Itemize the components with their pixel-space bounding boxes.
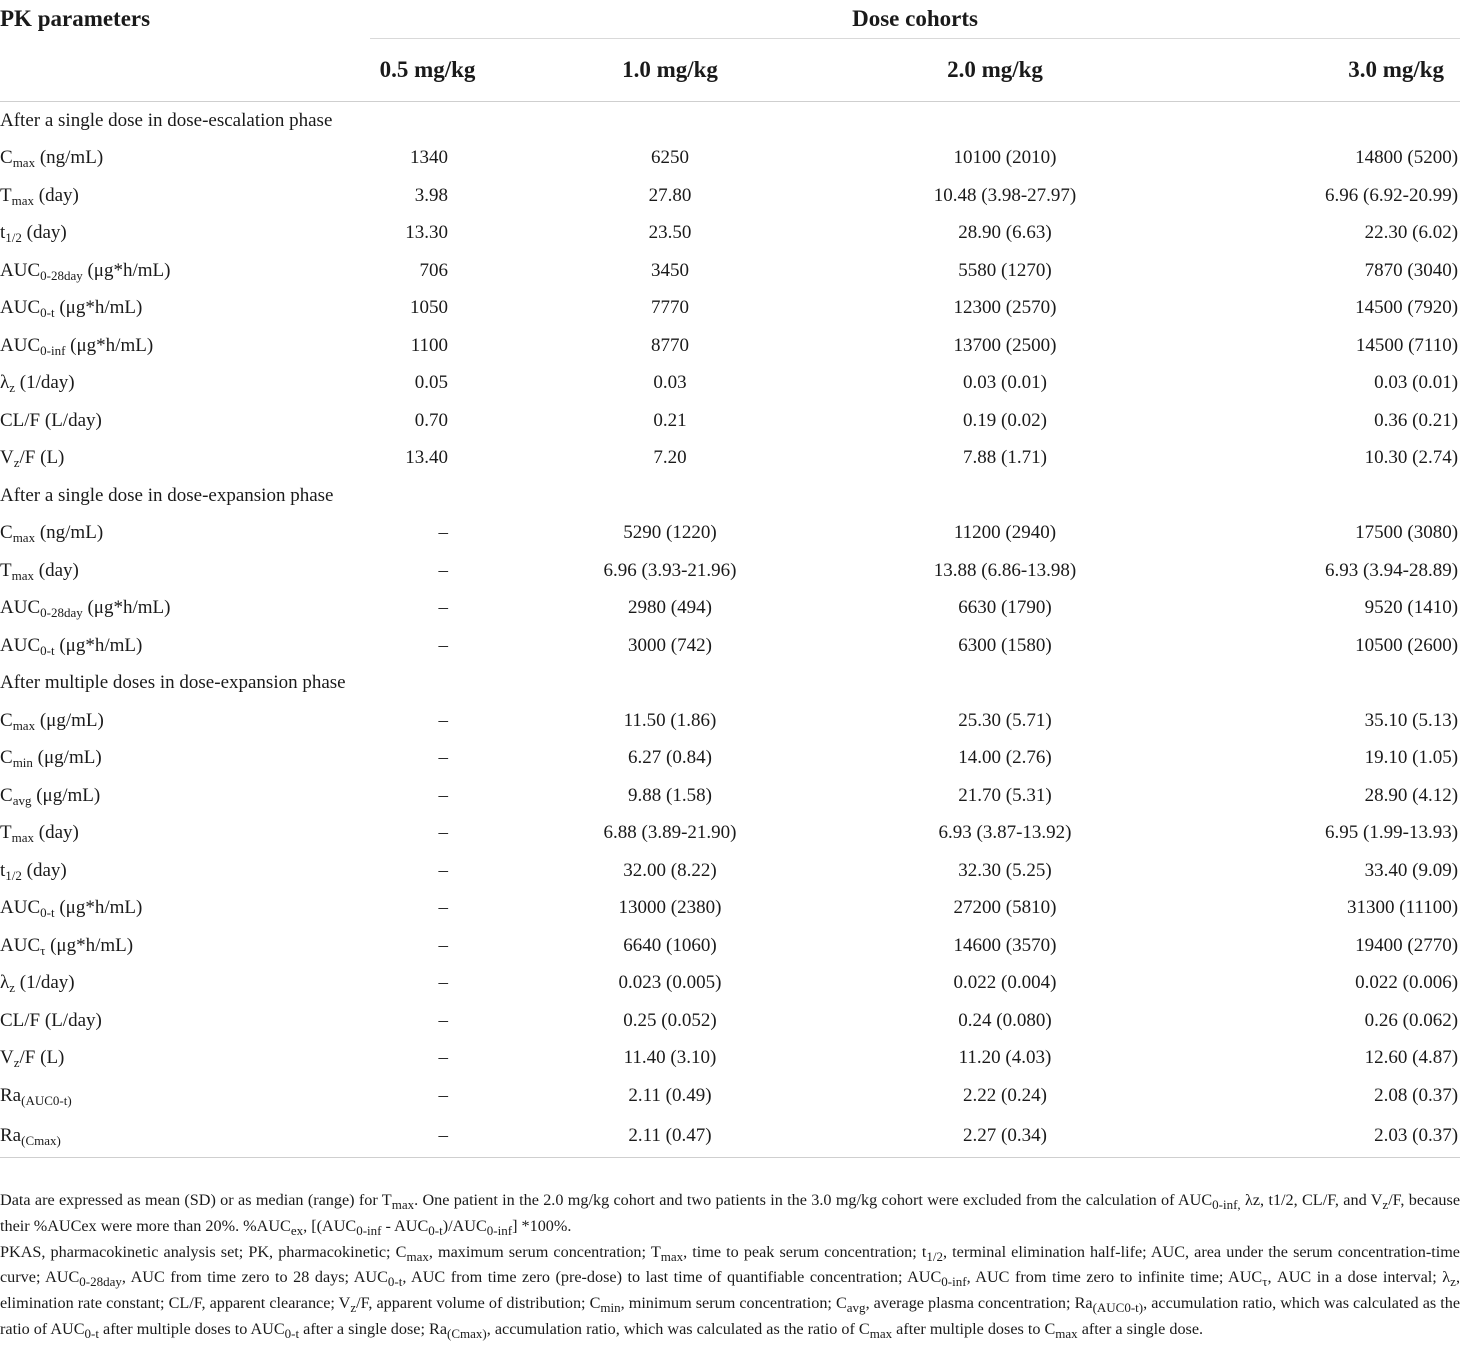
value-cell: 6.95 (1.99-13.93) [1325, 822, 1459, 844]
param-cell [0, 440, 370, 478]
param-unit: (μg*h/mL) [82, 597, 171, 619]
value-cell: 0.19 (0.02) [963, 409, 1047, 431]
value-cell: 7770 [651, 297, 689, 319]
param-symbol: AUC [0, 297, 41, 319]
section-header-row [0, 477, 1460, 515]
param-unit: (ng/mL) [35, 147, 104, 169]
footnote-subscript: max [391, 1197, 415, 1212]
value-cell: 6.88 (3.89-21.90) [603, 822, 737, 844]
value-cell: – [438, 559, 448, 581]
value-cell: 6630 (1790) [958, 597, 1052, 619]
table-row [0, 777, 1460, 815]
param-symbol: C [0, 784, 13, 806]
value-cell: 2.03 (0.37) [1135, 1115, 1460, 1158]
footnote-text: Data are expressed as mean (SD) or as median (range) for T [0, 1191, 392, 1209]
table-row [0, 1040, 1460, 1078]
table-row [0, 1002, 1460, 1040]
table-row [0, 740, 1460, 778]
footnote-subscript: 0-inf [356, 1222, 382, 1238]
param-symbol: C [0, 709, 13, 731]
footnote-text: . One patient in the 2.0 mg/kg cohort and two patients in the 3.0 mg/kg cohort were excluded from the calculation of AUC [414, 1191, 1213, 1209]
value-cell: 13.30 [405, 222, 448, 244]
value-cell: 0.24 (0.080) [958, 1009, 1052, 1031]
footnote-text: λz, t1/2, CL/F, and V [1240, 1191, 1383, 1209]
table-row [0, 402, 1460, 440]
param-subscript: min [12, 755, 33, 771]
value-cell: 21.70 (5.31) [958, 784, 1052, 806]
value-cell: 28.90 (6.63) [958, 222, 1052, 244]
value-cell: 19400 (2770) [1355, 934, 1459, 956]
footnote-subscript: τ [1262, 1274, 1268, 1290]
value-cell: 35.10 (5.13) [1364, 709, 1459, 731]
param-subscript: avg [12, 792, 32, 808]
table-body [0, 102, 1460, 1158]
param-subscript: 0-28day [40, 267, 83, 283]
param-subscript: max [11, 192, 34, 208]
footnote-text: , terminal elimination half-life; AUC, area under the serum concentration-time curve; AUC [0, 1242, 1460, 1287]
table-row [0, 252, 1460, 290]
value-cell: 13000 (2380) [618, 897, 722, 919]
param-symbol: C [0, 522, 13, 544]
value-cell: – [438, 1084, 448, 1106]
param-symbol: CL/F [0, 409, 41, 431]
value-cell: 7.88 (1.71) [963, 447, 1047, 469]
footnote-text: , average plasma concentration; Ra [865, 1294, 1093, 1313]
param-subscript: max [12, 155, 36, 171]
footnote-subscript: 0-inf [941, 1274, 967, 1290]
footnote-subscript: 0-28day [79, 1274, 122, 1290]
value-cell: 8770 [651, 334, 689, 356]
param-cell [0, 627, 370, 665]
param-subscript: (Cmax) [21, 1132, 61, 1148]
value-cell: 27200 (5810) [953, 897, 1057, 919]
param-unit: /F (L) [19, 1047, 65, 1069]
footnote-text: , elimination rate constant; CL/F, apparent clearance; V [0, 1268, 1460, 1313]
value-cell: 11.20 (4.03) [958, 1047, 1052, 1069]
table-row [0, 927, 1460, 965]
value-cell: 10.30 (2.74) [1364, 447, 1459, 469]
footnote-text: after multiple doses to AUC [98, 1319, 285, 1338]
value-cell: 3450 [651, 259, 689, 281]
value-cell: 9.88 (1.58) [628, 784, 712, 806]
param-symbol: T [0, 559, 12, 581]
table-row [0, 965, 1460, 1003]
param-subscript: 0-t [40, 905, 55, 921]
value-cell: 2.22 (0.24) [963, 1084, 1047, 1106]
value-cell: 2.11 (0.49) [628, 1084, 712, 1106]
param-subscript: 0-28day [40, 605, 83, 621]
value-cell: – [438, 972, 448, 994]
value-cell: 31300 (11100) [1347, 897, 1459, 919]
param-symbol: T [0, 184, 12, 206]
dose-header-1-0: 1.0 mg/kg [485, 39, 855, 102]
value-cell: – [438, 859, 448, 881]
value-cell: 6.96 (6.92-20.99) [1325, 184, 1459, 206]
param-subscript: z [13, 455, 20, 471]
footnote-text: after multiple doses to C [892, 1319, 1056, 1338]
value-cell: 0.70 [414, 409, 448, 431]
value-cell: 0.022 (0.004) [953, 972, 1057, 994]
param-unit: (L/day) [40, 409, 102, 431]
value-cell: 33.40 (9.09) [1364, 859, 1459, 881]
param-cell [0, 515, 370, 553]
footnote-text: , AUC from time zero to 28 days; AUC [121, 1268, 388, 1287]
value-cell: 11.50 (1.86) [623, 709, 717, 731]
param-cell [0, 402, 370, 440]
table-row [0, 852, 1460, 890]
value-cell: – [438, 1047, 448, 1069]
footnote-text: after a single dose; Ra [299, 1319, 448, 1338]
param-unit: (day) [34, 559, 79, 581]
value-cell: 6.96 (3.93-21.96) [603, 559, 737, 581]
value-cell: 706 [419, 259, 448, 281]
footnote-subscript: 0-t [428, 1222, 443, 1238]
value-cell: – [370, 1115, 485, 1158]
footnote-subscript: avg [846, 1300, 866, 1316]
dose-header-3-0: 3.0 mg/kg [1135, 39, 1460, 102]
param-cell [0, 852, 370, 890]
table-row [0, 290, 1460, 328]
value-cell: 13.88 (6.86-13.98) [933, 559, 1077, 581]
param-subscript: z [9, 980, 15, 996]
value-cell: 17500 (3080) [1355, 522, 1459, 544]
param-unit: (ng/mL) [35, 522, 104, 544]
footnote-subscript: max [869, 1325, 893, 1341]
value-cell: 28.90 (4.12) [1364, 784, 1459, 806]
param-symbol: AUC [0, 334, 41, 356]
param-unit: (μg*h/mL) [54, 897, 143, 919]
param-subscript: z [13, 1055, 20, 1071]
param-cell [0, 252, 370, 290]
param-cell [0, 1002, 370, 1040]
footnote-text: - AUC [381, 1216, 429, 1235]
value-cell: – [438, 784, 448, 806]
table-row [0, 515, 1460, 553]
param-symbol: Ra [0, 1084, 22, 1106]
param-symbol: AUC [0, 897, 41, 919]
param-symbol: AUC [0, 597, 41, 619]
param-symbol: V [0, 1047, 14, 1069]
value-cell: 5290 (1220) [623, 522, 717, 544]
param-symbol: t [0, 222, 6, 244]
footnote-definitions-data [0, 1188, 1460, 1240]
table-row [0, 327, 1460, 365]
value-cell: 23.50 [648, 222, 692, 244]
value-cell: 10.48 (3.98-27.97) [933, 184, 1077, 206]
footnote-subscript: 0-inf [486, 1222, 513, 1238]
value-cell: 0.25 (0.052) [623, 1009, 717, 1031]
param-subscript: 0-t [40, 642, 55, 658]
footnote-subscript: max [660, 1248, 684, 1264]
footnote-subscript: (Cmax) [447, 1325, 487, 1341]
section-header-row [0, 665, 1460, 703]
value-cell: – [438, 822, 448, 844]
footnote-text: , AUC from time zero to infinite time; AUC [966, 1268, 1263, 1287]
param-symbol: T [0, 822, 12, 844]
value-cell: 9520 (1410) [1364, 597, 1459, 619]
value-cell: 19.10 (1.05) [1364, 747, 1459, 769]
param-cell [0, 927, 370, 965]
footnote-text: , time to peak serum concentration; t [683, 1242, 927, 1261]
footnote-text: , [(AUC [303, 1216, 357, 1235]
value-cell: 0.36 (0.21) [1374, 409, 1459, 431]
param-symbol: AUC [0, 634, 41, 656]
table-row [0, 815, 1460, 853]
value-cell: 14.00 (2.76) [958, 747, 1052, 769]
param-cell [0, 140, 370, 178]
footnote-text: , accumulation ratio, which was calculated as the ratio of C [486, 1319, 870, 1338]
table-row [0, 1077, 1460, 1115]
param-subscript: τ [40, 942, 46, 958]
param-column-header: PK parameters [0, 6, 151, 32]
param-cell [0, 590, 370, 628]
value-cell: 6640 (1060) [623, 934, 717, 956]
param-unit: (μg/mL) [35, 709, 104, 731]
param-subscript: max [11, 830, 34, 846]
param-cell [0, 740, 370, 778]
value-cell: 0.03 (0.01) [963, 372, 1047, 394]
value-cell: 12300 (2570) [953, 297, 1057, 319]
param-symbol: Ra [0, 1124, 22, 1146]
table-row [0, 440, 1460, 478]
value-cell: 1100 [410, 334, 448, 356]
section-title: After multiple doses in dose-expansion phase [0, 672, 346, 694]
param-cell [0, 965, 370, 1003]
footnote-subscript: 0-inf, [1212, 1197, 1241, 1212]
value-cell: 14500 (7920) [1355, 297, 1459, 319]
param-cell [0, 777, 370, 815]
value-cell: 6.93 (3.94-28.89) [1325, 559, 1459, 581]
footnote-subscript: 1/2 [926, 1248, 943, 1264]
footnote-subscript: max [1055, 1325, 1078, 1341]
value-cell: 13.40 [405, 447, 448, 469]
param-unit: (μg*h/mL) [54, 297, 143, 319]
value-cell: 0.05 [414, 372, 448, 394]
footnote-subscript: 0-t [84, 1325, 99, 1341]
param-symbol: t [0, 859, 6, 881]
footnote-text: )/AUC [442, 1216, 487, 1235]
footnote-subscript: z [1382, 1197, 1389, 1212]
table-row [0, 590, 1460, 628]
table-row [0, 627, 1460, 665]
section-header-row [0, 102, 1460, 140]
param-symbol: C [0, 747, 13, 769]
param-symbol: λ [0, 372, 10, 394]
section-title: After a single dose in dose-expansion phase [0, 484, 334, 506]
value-cell: 0.03 (0.01) [1374, 372, 1459, 394]
param-unit: (L/day) [40, 1009, 102, 1031]
param-unit: (1/day) [15, 972, 75, 994]
value-cell: 6250 [651, 147, 689, 169]
param-subscript: 0-t [40, 305, 55, 321]
value-cell: – [438, 1009, 448, 1031]
footnote-subscript: max [406, 1248, 429, 1264]
param-subscript: (AUC0-t) [21, 1092, 72, 1108]
value-cell: 10100 (2010) [953, 147, 1057, 169]
param-symbol: AUC [0, 259, 41, 281]
value-cell: 1340 [410, 147, 448, 169]
param-cell [0, 177, 370, 215]
value-cell: 14800 (5200) [1355, 147, 1459, 169]
param-subscript: z [9, 380, 15, 396]
value-cell: 0.03 [653, 372, 687, 394]
table-row [0, 215, 1460, 253]
value-cell: 1050 [410, 297, 448, 319]
table-row [0, 177, 1460, 215]
value-cell: – [438, 897, 448, 919]
value-cell: 13700 (2500) [953, 334, 1057, 356]
table-footnotes [0, 1188, 1460, 1343]
footnote-subscript: 0-t [387, 1274, 403, 1290]
param-subscript: 0-inf [40, 342, 66, 358]
param-subscript: 1/2 [5, 230, 22, 246]
footnote-text: , AUC from time zero (pre-dose) to last time of quantifiable concentration; AUC [402, 1268, 942, 1287]
param-unit: (μg*h/mL) [45, 934, 134, 956]
value-cell: 0.023 (0.005) [618, 972, 722, 994]
value-cell: 0.21 [653, 409, 687, 431]
footnote-abbreviations [0, 1240, 1460, 1343]
dose-cohorts-header: Dose cohorts [370, 0, 1460, 39]
param-cell [0, 552, 370, 590]
param-cell [0, 327, 370, 365]
value-cell: – [438, 709, 448, 731]
table-row [0, 1115, 1460, 1158]
value-cell: 3.98 [414, 184, 448, 206]
footnote-subscript: ex [290, 1222, 304, 1238]
param-unit: (μg*h/mL) [65, 334, 154, 356]
value-cell: – [438, 634, 448, 656]
param-unit: (day) [21, 859, 67, 881]
param-unit: (μg/mL) [32, 747, 102, 769]
table-row [0, 890, 1460, 928]
footnote-text: /F, apparent volume of distribution; C [356, 1294, 601, 1313]
value-cell: 10500 (2600) [1355, 634, 1459, 656]
footnote-text: /F, because their %AUCex were more than 20%. %AUC [0, 1191, 1460, 1235]
value-cell: 6.93 (3.87-13.92) [938, 822, 1072, 844]
param-symbol: λ [0, 972, 10, 994]
param-cell [0, 890, 370, 928]
table-row [0, 365, 1460, 403]
param-subscript: max [11, 567, 34, 583]
value-cell: 3000 (742) [628, 634, 712, 656]
param-unit: (day) [21, 222, 67, 244]
value-cell: 6300 (1580) [958, 634, 1052, 656]
param-unit: /F (L) [19, 447, 65, 469]
param-cell [0, 365, 370, 403]
section-title: After a single dose in dose-escalation phase [0, 109, 333, 131]
param-unit: (day) [34, 822, 79, 844]
footnote-subscript: 0-t [284, 1325, 300, 1341]
value-cell: 7870 (3040) [1364, 259, 1459, 281]
param-unit: (μg*h/mL) [82, 259, 171, 281]
table-row [0, 140, 1460, 178]
param-symbol: C [0, 147, 13, 169]
table-row [0, 702, 1460, 740]
value-cell: 22.30 (6.02) [1364, 222, 1459, 244]
value-cell: 12.60 (4.87) [1364, 1047, 1459, 1069]
value-cell: 2.11 (0.47) [485, 1115, 855, 1158]
value-cell: 11200 (2940) [953, 522, 1057, 544]
value-cell: 2.08 (0.37) [1374, 1084, 1459, 1106]
value-cell: 14600 (3570) [953, 934, 1057, 956]
footnote-text: , accumulation ratio, which was calculated as the ratio of AUC [0, 1294, 1460, 1338]
value-cell: 2.27 (0.34) [855, 1115, 1135, 1158]
value-cell: 14500 (7110) [1355, 334, 1459, 356]
value-cell: – [438, 522, 448, 544]
value-cell: – [438, 934, 448, 956]
dose-header-0-5: 0.5 mg/kg [370, 39, 485, 102]
param-symbol: CL/F [0, 1009, 41, 1031]
param-header-spacer [0, 39, 370, 102]
footnote-subscript: z [1450, 1274, 1456, 1290]
param-cell [0, 702, 370, 740]
value-cell: 25.30 (5.71) [958, 709, 1052, 731]
footnote-subscript: min [600, 1300, 621, 1316]
footnote-subscript: (AUC0-t) [1092, 1300, 1144, 1316]
value-cell: 0.26 (0.062) [1364, 1009, 1459, 1031]
value-cell: 27.80 [648, 184, 692, 206]
value-cell: 2980 (494) [628, 597, 712, 619]
value-cell: – [438, 597, 448, 619]
dose-header-2-0: 2.0 mg/kg [855, 39, 1135, 102]
param-cell [0, 815, 370, 853]
param-cell [0, 290, 370, 328]
param-subscript: max [12, 530, 36, 546]
param-cell [0, 1115, 370, 1158]
footnote-text: , AUC in a dose interval; λ [1267, 1268, 1451, 1287]
value-cell: 7.20 [653, 447, 687, 469]
value-cell: – [438, 747, 448, 769]
footnote-text: PKAS, pharmacokinetic analysis set; PK, pharmacokinetic; C [0, 1242, 407, 1261]
table-row [0, 552, 1460, 590]
param-unit: (μg/mL) [31, 784, 101, 806]
footnote-text: , minimum serum concentration; C [620, 1294, 847, 1313]
footnote-subscript: z [350, 1300, 357, 1316]
value-cell: 32.30 (5.25) [958, 859, 1052, 881]
param-unit: (1/day) [15, 372, 75, 394]
param-cell [0, 1077, 370, 1115]
value-cell: 5580 (1270) [958, 259, 1052, 281]
param-subscript: 1/2 [5, 867, 22, 883]
param-subscript: max [12, 717, 36, 733]
footnote-text: after a single dose. [1077, 1319, 1204, 1338]
value-cell: 32.00 (8.22) [623, 859, 717, 881]
footnote-text: ] *100%. [512, 1216, 572, 1235]
param-symbol: AUC [0, 934, 41, 956]
param-cell [0, 1040, 370, 1078]
value-cell: 0.022 (0.006) [1355, 972, 1459, 994]
param-unit: (μg*h/mL) [54, 634, 143, 656]
param-unit: (day) [34, 184, 79, 206]
param-symbol: V [0, 447, 14, 469]
param-cell [0, 215, 370, 253]
value-cell: 11.40 (3.10) [623, 1047, 717, 1069]
footnote-text: , maximum serum concentration; T [428, 1242, 661, 1261]
value-cell: 6.27 (0.84) [628, 747, 712, 769]
